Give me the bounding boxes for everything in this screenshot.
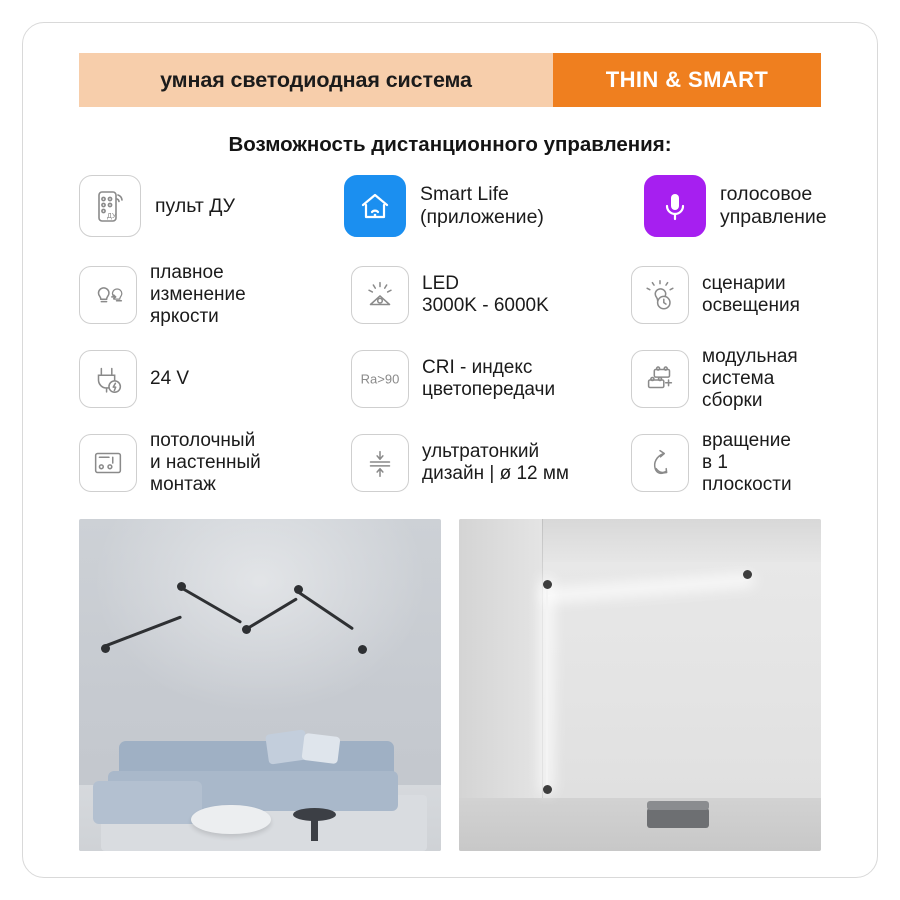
feature-grid	[53, 255, 847, 503]
control-features-row	[53, 175, 847, 237]
feature-rotation	[631, 423, 821, 503]
section-subtitle: Возможность дистанционного управления:	[228, 133, 672, 156]
lamp-horizontal-segment	[546, 579, 748, 597]
feature-mounting-label	[150, 430, 261, 496]
banner-left-text: умная светодиодная система	[160, 67, 472, 92]
sofa-chaise	[93, 781, 202, 824]
ra90-icon	[351, 350, 409, 408]
lamp-joint	[177, 582, 186, 591]
remote-control-icon	[79, 175, 141, 237]
feature-led-temperature	[351, 255, 631, 335]
brightness-bulb-icon	[79, 266, 137, 324]
microphone-icon	[644, 175, 706, 237]
label-line: ультратонкий	[422, 441, 540, 463]
label-line: 3000K - 6000K	[422, 295, 549, 316]
product-info-card	[22, 22, 878, 878]
label-line: вращение	[702, 430, 791, 452]
feature-led-temperature-label	[422, 273, 549, 317]
lamp-endpoint	[101, 644, 110, 653]
floor-box	[647, 808, 709, 828]
rotation-arrow-icon	[631, 434, 689, 492]
feature-light-scenes-label	[702, 273, 800, 317]
feature-smart-life-app	[344, 175, 644, 237]
feature-modular-system	[631, 339, 821, 419]
feature-voltage-label	[150, 368, 189, 390]
label-line: яркости	[150, 305, 219, 327]
header-banner	[79, 53, 821, 107]
label-line: система	[702, 368, 775, 390]
label-line: модульная	[702, 346, 798, 368]
corner-room-linear-lamp-photo	[459, 519, 821, 851]
label-line: освещения	[702, 295, 800, 316]
scene-clock-bulb-icon	[631, 266, 689, 324]
feature-rotation-label	[702, 430, 821, 496]
feature-smart-life-app-label	[420, 183, 544, 228]
thin-diameter-icon	[351, 434, 409, 492]
feature-ultrathin-design-label	[422, 441, 569, 485]
label-line: сценарии	[702, 273, 786, 295]
living-room-zigzag-lamp-photo	[79, 519, 441, 851]
banner-right-panel	[553, 53, 821, 107]
banner-left-panel	[79, 53, 553, 107]
coffee-table	[191, 805, 271, 835]
feature-mounting	[79, 423, 351, 503]
label-line: CRI - индекс	[422, 357, 533, 379]
label-line: изменение	[150, 284, 246, 306]
smart-life-line2: (приложение)	[420, 206, 544, 228]
feature-remote-control-label: пульт ДУ	[155, 194, 236, 217]
lamp-endpoint	[358, 645, 367, 654]
lamp-corner-joint	[543, 580, 552, 589]
feature-voice-control-label	[720, 183, 827, 228]
label-line: сборки	[702, 389, 763, 411]
label-line: потолочный	[150, 430, 256, 452]
label-line: дизайн | ø 12 мм	[422, 463, 569, 484]
voice-line2: управление	[720, 206, 827, 228]
label-line: монтаж	[150, 473, 216, 495]
floor	[459, 798, 821, 851]
feature-cri-index-label	[422, 357, 555, 401]
lamp-endpoint	[543, 785, 552, 794]
ceiling-wall-mount-icon	[79, 434, 137, 492]
modular-blocks-icon	[631, 350, 689, 408]
label-line: LED	[422, 273, 459, 295]
label-line: и настенный	[150, 452, 261, 474]
label-line: плавное	[150, 262, 224, 284]
label-line: в 1 плоскости	[702, 452, 792, 495]
svg-text:ДУ: ДУ	[107, 213, 117, 220]
side-table-leg	[311, 818, 318, 841]
cushion	[302, 733, 341, 764]
label-line: 24 V	[150, 368, 190, 390]
feature-light-scenes	[631, 255, 821, 335]
lamp-endpoint	[743, 570, 752, 579]
feature-voice-control	[644, 175, 827, 237]
feature-remote-control	[79, 175, 344, 237]
banner-right-text: THIN & SMART	[605, 67, 769, 92]
feature-ultrathin-design	[351, 423, 631, 503]
power-plug-icon	[79, 350, 137, 408]
feature-cri-index	[351, 339, 631, 419]
led-chip-icon	[351, 266, 409, 324]
feature-smooth-brightness	[79, 255, 351, 335]
floor-box-top	[647, 801, 709, 809]
svg-text:Ra>90: Ra>90	[360, 371, 400, 387]
voice-line1: голосовое	[720, 183, 813, 206]
smart-life-line1: Smart Life	[420, 183, 509, 206]
label-line: цветопередачи	[422, 379, 556, 400]
smart-home-app-icon	[344, 175, 406, 237]
wall-corner-edge	[542, 519, 543, 798]
feature-modular-system-label	[702, 346, 798, 412]
lamp-vertical-segment	[546, 582, 548, 788]
photo-gallery	[53, 503, 847, 851]
feature-smooth-brightness-label	[150, 262, 246, 328]
feature-voltage	[79, 339, 351, 419]
